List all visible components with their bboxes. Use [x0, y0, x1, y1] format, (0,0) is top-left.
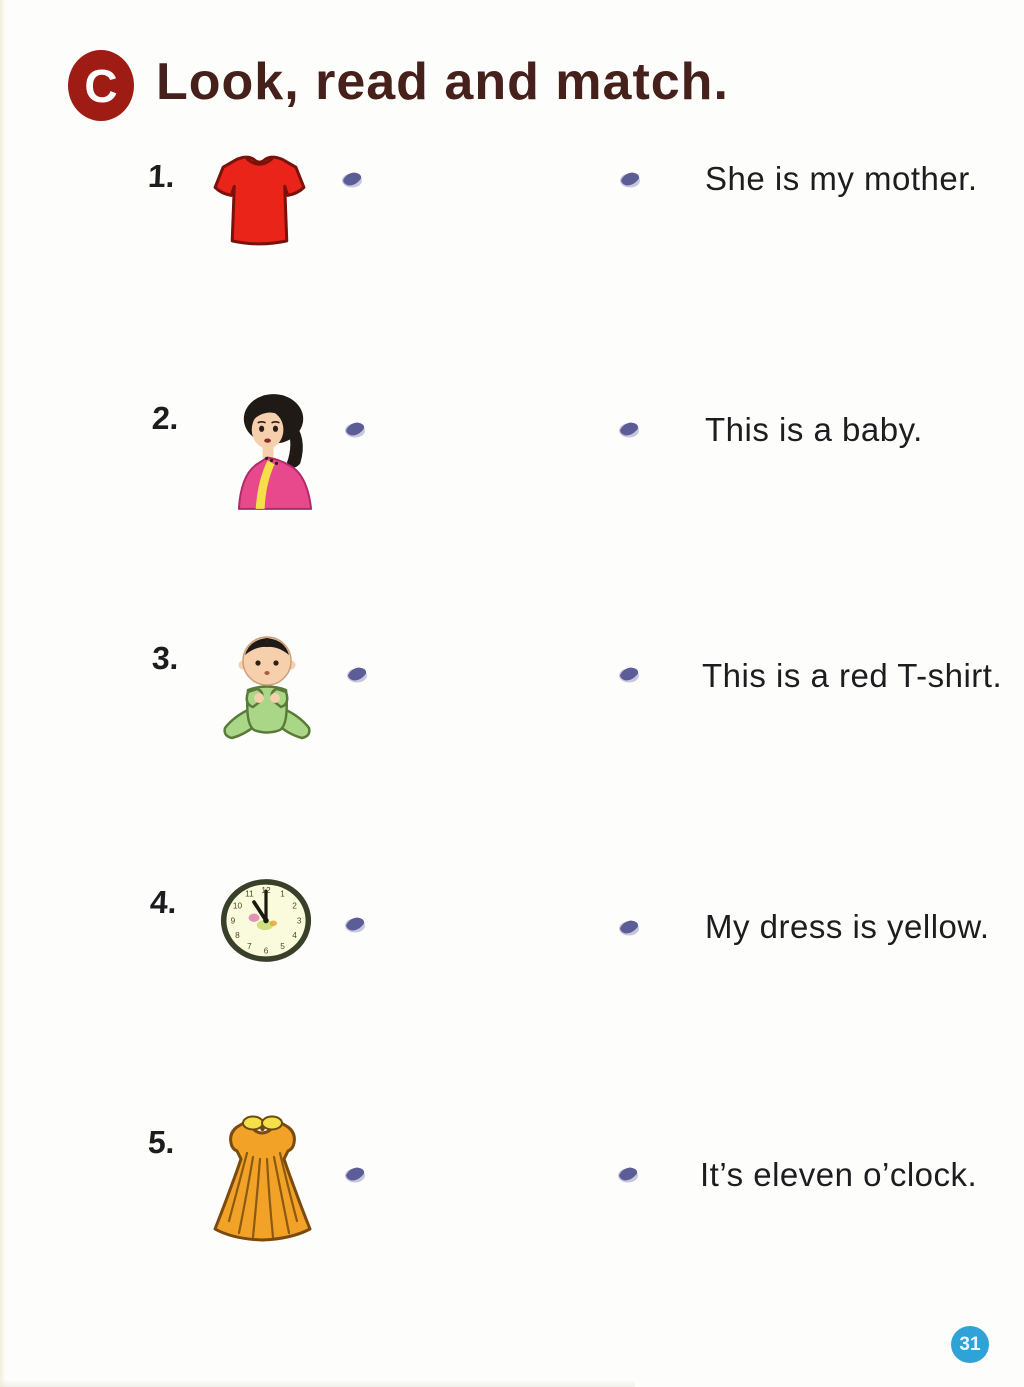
- exercise-letter-badge: [68, 50, 134, 121]
- match-dot-left-2[interactable]: [343, 420, 367, 439]
- item-number-5: 5.: [147, 1124, 176, 1160]
- svg-text:1: 1: [280, 889, 285, 899]
- item-number-3: 3.: [151, 640, 180, 676]
- item-number-4: 4.: [149, 884, 178, 920]
- match-dot-right-3[interactable]: [617, 665, 641, 684]
- match-dot-left-3[interactable]: [345, 665, 369, 684]
- svg-text:12: 12: [261, 885, 271, 895]
- svg-text:7: 7: [247, 942, 252, 952]
- svg-text:10: 10: [232, 901, 243, 911]
- svg-text:11: 11: [245, 889, 254, 899]
- sentence-4: My dress is yellow.: [705, 908, 990, 945]
- item-number-1: 1.: [147, 158, 176, 194]
- svg-text:4: 4: [292, 930, 297, 940]
- match-dot-right-4[interactable]: [617, 918, 641, 937]
- match-dot-right-2[interactable]: [617, 420, 641, 439]
- exercise-letter: C: [84, 59, 118, 112]
- sentence-5: It’s eleven o’clock.: [700, 1156, 978, 1193]
- baby-icon: [212, 632, 322, 744]
- match-dot-left-5[interactable]: [343, 1165, 367, 1184]
- tshirt-icon: [207, 152, 312, 249]
- mother-icon: [227, 392, 321, 511]
- match-dot-left-4[interactable]: [343, 915, 367, 934]
- page-edge-left: [0, 0, 6, 1387]
- svg-text:5: 5: [280, 942, 285, 952]
- item-number-2: 2.: [151, 400, 180, 436]
- sentence-2: This is a baby.: [705, 411, 923, 448]
- svg-text:9: 9: [230, 916, 236, 926]
- svg-text:2: 2: [292, 901, 297, 911]
- svg-text:6: 6: [263, 946, 269, 956]
- exercise-title: Look, read and match.: [156, 53, 729, 111]
- sentence-1: She is my mother.: [705, 160, 978, 197]
- svg-text:8: 8: [235, 930, 240, 940]
- match-dot-right-1[interactable]: [618, 170, 642, 189]
- dress-icon: [203, 1113, 322, 1243]
- page-number: 31: [959, 1333, 981, 1355]
- page-edge-bottom: [0, 1380, 635, 1387]
- match-dot-right-5[interactable]: [616, 1165, 640, 1184]
- page-number-badge: [951, 1326, 989, 1363]
- clock-icon: [220, 877, 312, 964]
- sentence-3: This is a red T-shirt.: [702, 657, 1003, 694]
- match-dot-left-1[interactable]: [340, 170, 364, 189]
- svg-text:3: 3: [296, 916, 302, 926]
